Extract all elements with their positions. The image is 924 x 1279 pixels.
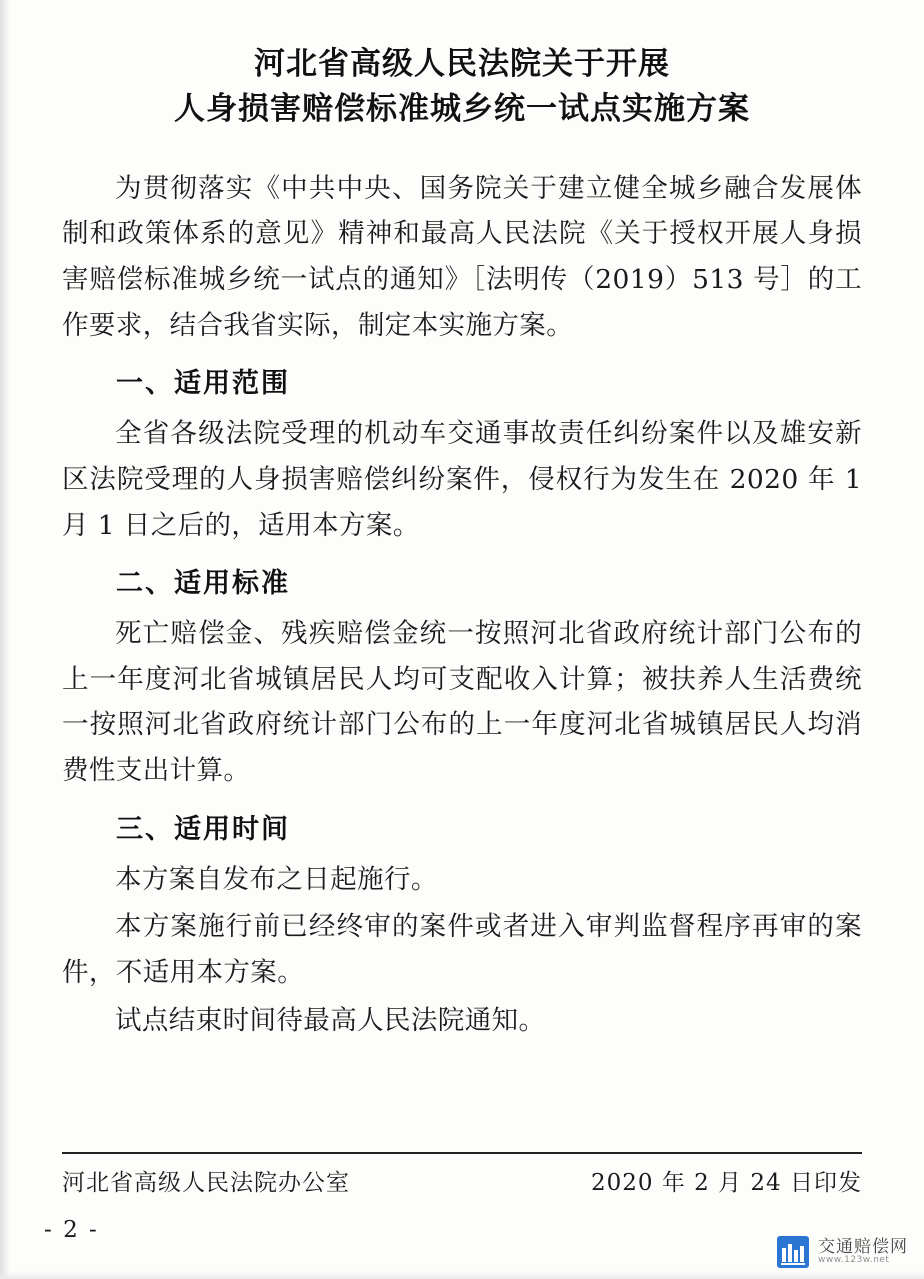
section-heading-3: 三、适用时间 <box>116 813 290 845</box>
page-title <box>0 0 924 132</box>
section-3-paragraph-2: 本方案施行前已经终审的案件或者进入审判监督程序再审的案件，不适用本方案。 <box>62 911 862 988</box>
intro-paragraph: 为贯彻落实《中共中央、国务院关于建立健全城乡融合发展体制和政策体系的意见》精神和最高人民法院《关于授权开展人身损害赔偿标准城乡统一试点的通知》［法明传（2019）513 号］的工作要求，结合我省实际，制定本实施方案。 <box>62 172 862 341</box>
section-1-paragraph-1: 全省各级法院受理的机动车交通事故责任纠纷案件以及雄安新区法院受理的人身损害赔偿纠纷案件，侵权行为发生在 2020 年 1 月 1 日之后的，适用本方案。 <box>62 418 862 541</box>
section-heading-1: 一、适用范围 <box>116 368 290 400</box>
section-3-paragraph-1: 本方案自发布之日起施行。 <box>115 863 438 895</box>
section-2-paragraph-1: 死亡赔偿金、残疾赔偿金统一按照河北省政府统计部门公布的上一年度河北省城镇居民人均可支配收入计算；被扶养人生活费统一按照河北省政府统计部门公布的上一年度河北省城镇居民人均消费性支出计算。 <box>62 618 862 787</box>
page-number: - 2 - <box>44 1217 99 1243</box>
footer-row <box>62 1164 862 1197</box>
title-line-2: 人身损害赔偿标准城乡统一试点实施方案 <box>174 90 750 127</box>
document-body <box>0 132 924 1043</box>
footer-divider <box>62 1152 862 1154</box>
title-line-1: 河北省高级人民法院关于开展 <box>254 46 670 82</box>
footer-issue-date: 2020 年 2 月 24 日印发 <box>591 1170 862 1196</box>
section-heading-2: 二、适用标准 <box>116 568 290 600</box>
scan-edge-bottom <box>0 1271 924 1279</box>
section-3-paragraph-3: 试点结束时间待最高人民法院通知。 <box>115 1004 546 1036</box>
document-footer <box>62 1152 862 1197</box>
footer-issuer: 河北省高级人民法院办公室 <box>62 1170 350 1196</box>
watermark-site-name: 交通赔偿网 <box>818 1236 908 1257</box>
site-watermark <box>776 1235 908 1269</box>
watermark-site-url: www.123w.net <box>818 1255 890 1266</box>
building-logo-icon <box>776 1235 810 1269</box>
watermark-text <box>818 1238 908 1267</box>
